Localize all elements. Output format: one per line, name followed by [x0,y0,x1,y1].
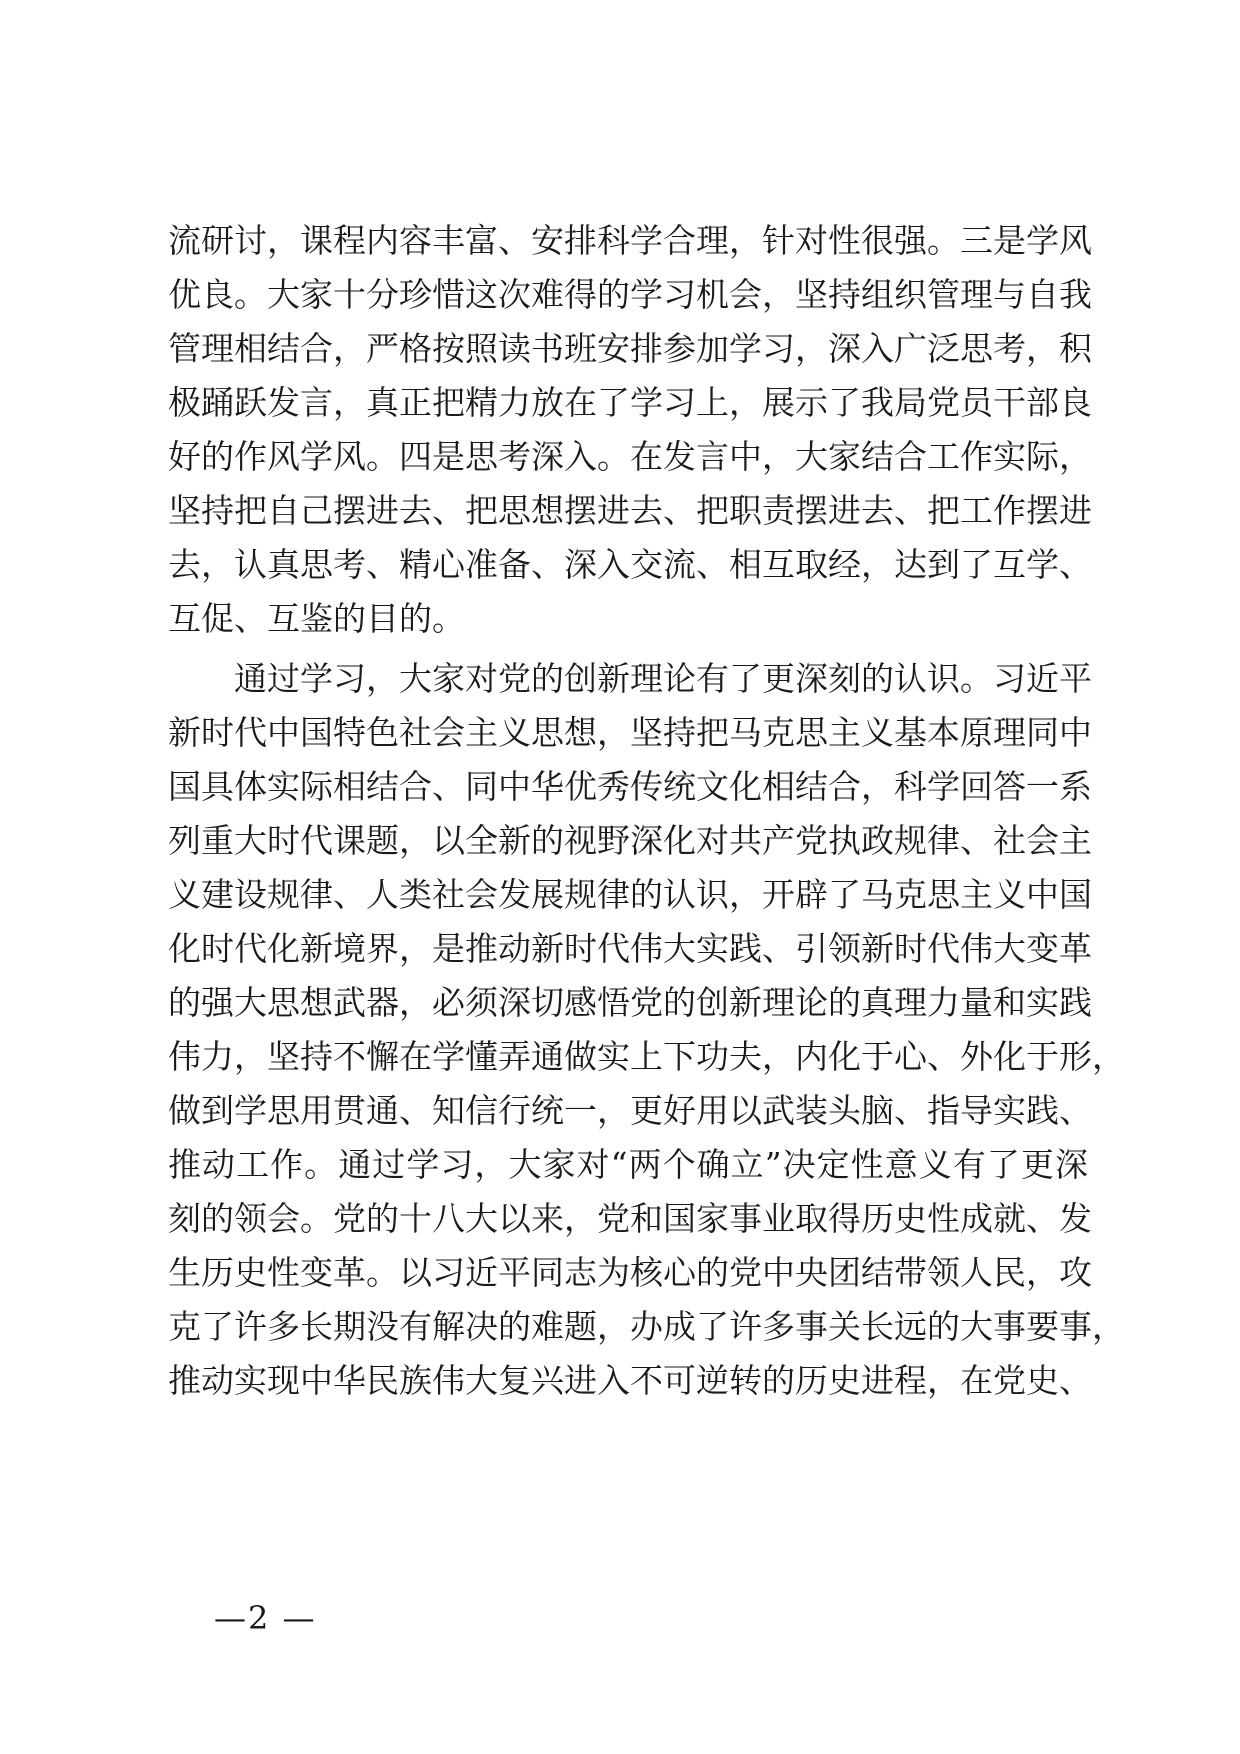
text-line: 互促、互鉴的目的。 [168,599,465,638]
paragraph-1 [168,214,1092,646]
paragraph-2 [168,652,1125,1408]
text-line: 优良。大家十分珍惜这次难得的学习机会，坚持组织管理与自我 [168,275,1092,314]
text-line: 列重大时代课题，以全新的视野深化对共产党执政规律、社会主 [168,821,1092,860]
text-line: 新时代中国特色社会主义思想，坚持把马克思主义基本原理同中 [168,713,1092,752]
text-line: 国具体实际相结合、同中华优秀传统文化相结合，科学回答一系 [168,767,1092,806]
page-number: —2 — [214,1599,317,1637]
text-line: 克了许多长期没有解决的难题，办成了许多事关长远的大事要事， [168,1307,1125,1346]
text-line: 义建设规律、人类社会发展规律的认识，开辟了马克思主义中国 [168,875,1092,914]
text-line: 刻的领会。党的十八大以来，党和国家事业取得历史性成就、发 [168,1199,1092,1238]
text-line: 通过学习，大家对党的创新理论有了更深刻的认识。习近平 [234,659,1092,698]
body-text [168,214,1125,1408]
text-line: 推动实现中华民族伟大复兴进入不可逆转的历史进程，在党史、 [168,1361,1092,1400]
text-line: 伟力，坚持不懈在学懂弄通做实上下功夫，内化于心、外化于形， [168,1037,1125,1076]
text-line: 的强大思想武器，必须深切感悟党的创新理论的真理力量和实践 [168,983,1092,1022]
text-line: 好的作风学风。四是思考深入。在发言中，大家结合工作实际， [168,437,1092,476]
text-line: 极踊跃发言，真正把精力放在了学习上，展示了我局党员干部良 [168,383,1092,422]
text-line: 化时代化新境界，是推动新时代伟大实践、引领新时代伟大变革 [168,929,1092,968]
text-line: 流研讨，课程内容丰富、安排科学合理，针对性很强。三是学风 [168,221,1092,260]
text-line: 管理相结合，严格按照读书班安排参加学习，深入广泛思考，积 [168,329,1092,368]
text-line: 坚持把自己摆进去、把思想摆进去、把职责摆进去、把工作摆进 [168,491,1092,530]
text-line: 做到学思用贯通、知信行统一，更好用以武装头脑、指导实践、 [168,1091,1092,1130]
text-line: 推动工作。通过学习，大家对“两个确立”决定性意义有了更深 [168,1145,1088,1184]
text-line: 生历史性变革。以习近平同志为核心的党中央团结带领人民，攻 [168,1253,1092,1292]
text-line: 去，认真思考、精心准备、深入交流、相互取经，达到了互学、 [168,545,1092,584]
